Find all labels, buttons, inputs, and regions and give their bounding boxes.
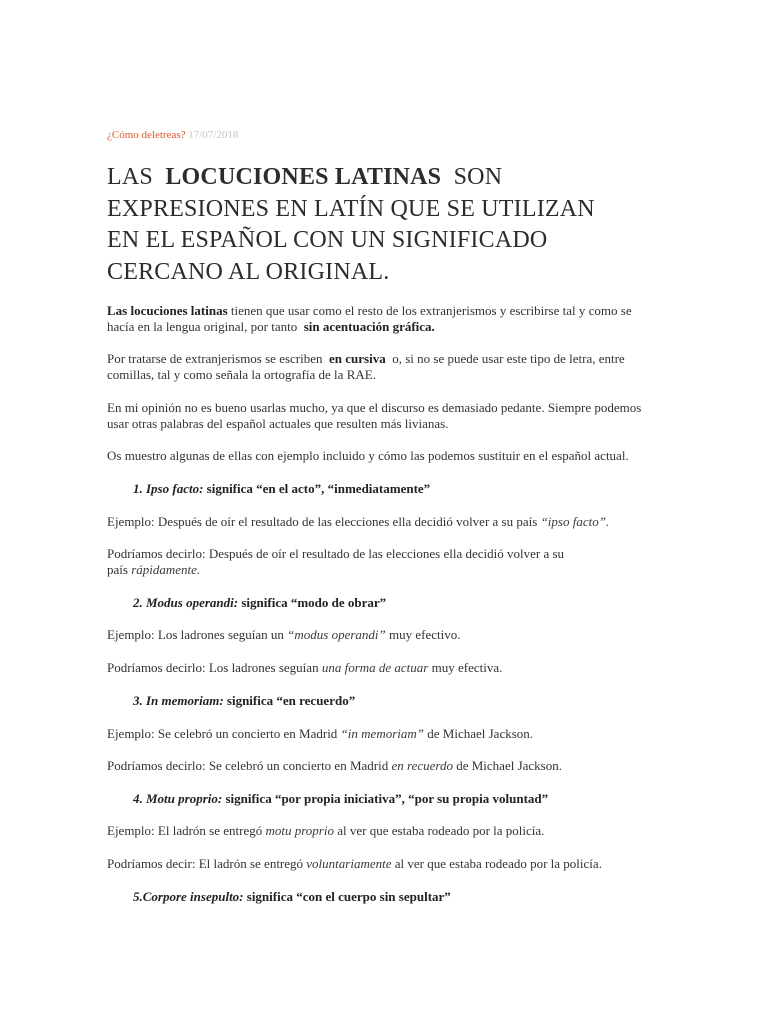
term: 5.Corpore insepulto: [133, 889, 244, 904]
item-heading-5: 5.Corpore insepulto: significa “con el cuerpo sin sepultar” [133, 889, 451, 904]
item-alternative-1: Podríamos decirlo: Después de oír el resultado de las elecciones ella decidió volver a su país rápidamente. [107, 546, 565, 577]
item-heading-1: 1. Ipso facto: significa “en el acto”, “inmediatamente” [133, 481, 431, 496]
post-meta [107, 128, 687, 142]
item-alternative-4: Podríamos decir: El ladrón se entregó voluntariamente al ver que estaba rodeado por la policía. [107, 856, 602, 871]
item-heading-4: 4. Motu proprio: significa “por propia iniciativa”, “por su propia voluntad” [133, 791, 549, 806]
paragraph-opinion: En mi opinión no es bueno usarlas mucho, ya que el discurso es demasiado pedante. Siempre podemos usar otras palabras del español actuales que resulten más livianas. [107, 400, 642, 431]
item-example-4: Ejemplo: El ladrón se entregó motu proprio al ver que estaba rodeado por la policía. [107, 823, 545, 838]
term: 3. In memoriam: [133, 693, 224, 708]
item-alternative-3: Podríamos decirlo: Se celebró un concierto en Madrid en recuerdo de Michael Jackson. [107, 758, 562, 773]
paragraph-cursiva: Por tratarse de extranjerismos se escriben en cursiva o, si no se puede usar este tipo de letra, entre comillas, tal y como señala la ortografía de la RAE. [107, 351, 625, 382]
post-date: 17/07/2018 [188, 129, 239, 141]
term: 1. Ipso facto: [133, 481, 204, 496]
category-link[interactable]: ¿Cómo deletreas? [107, 129, 186, 141]
title-highlight: LOCUCIONES LATINAS [165, 164, 442, 190]
item-heading-2: 2. Modus operandi: significa “modo de obrar” [133, 595, 387, 610]
item-example-2: Ejemplo: Los ladrones seguían un “modus operandi” muy efectivo. [107, 627, 461, 642]
paragraph-intro: Las locuciones latinas tienen que usar como el resto de los extranjerismos y escribirse tal y como se hacía en la lengua original, por tanto sin acentuación gráfica. [107, 303, 632, 334]
term: 4. Motu proprio: [133, 791, 223, 806]
paragraph-examples-intro: Os muestro algunas de ellas con ejemplo incluido y cómo las podemos sustituir en el español actual. [107, 448, 629, 463]
item-alternative-2: Podríamos decirlo: Los ladrones seguían una forma de actuar muy efectiva. [107, 660, 503, 675]
item-heading-3: 3. In memoriam: significa “en recuerdo” [133, 693, 356, 708]
page-title: LAS LOCUCIONES LATINAS SON EXPRESIONES EN LATÍN QUE SE UTILIZAN EN EL ESPAÑOL CON UN SIGNIFICADO CERCANO AL ORIGINAL. [107, 164, 595, 285]
item-example-3: Ejemplo: Se celebró un concierto en Madrid “in memoriam” de Michael Jackson. [107, 726, 534, 741]
term: 2. Modus operandi: [133, 595, 239, 610]
item-example-1: Ejemplo: Después de oír el resultado de las elecciones ella decidió volver a su país “ipso facto”. [107, 514, 610, 529]
